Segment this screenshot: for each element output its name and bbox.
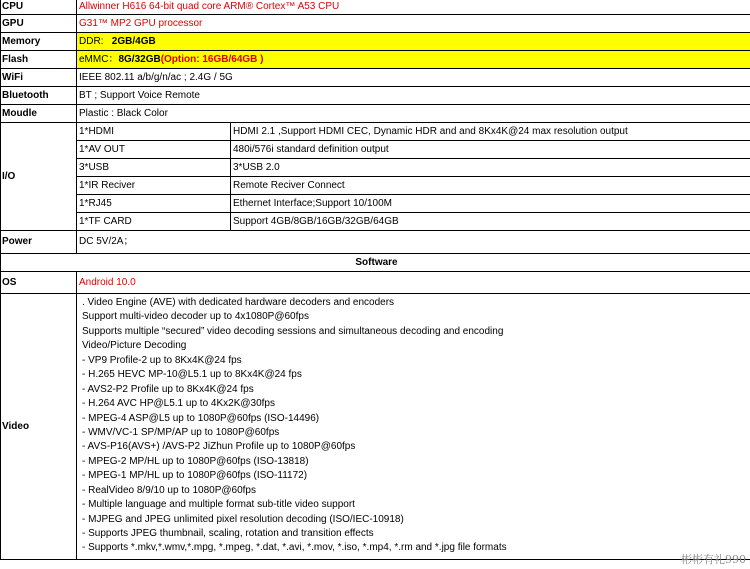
io-desc: Support 4GB/8GB/16GB/32GB/64GB [231,213,750,231]
memory-label: Memory [1,33,77,51]
row-gpu [1,15,750,33]
flash-option: (Option: 16GB/64GB ) [160,53,264,65]
moudle-label: Moudle [1,105,77,123]
bluetooth-value: BT ; Support Voice Remote [77,87,750,105]
io-port: 1*RJ45 [77,195,231,213]
video-line: - MPEG-2 MP/HL up to 1080P@60fps (ISO-13818) [82,455,309,467]
video-line: - MJPEG and JPEG unlimited pixel resolution decoding (ISO/IEC-10918) [82,513,404,525]
flash-label: Flash [1,51,77,69]
power-label: Power [1,231,77,254]
video-line: - MPEG-4 ASP@L5 up to 1080P@60fps (ISO-14496) [82,412,320,424]
software-header: Software [1,254,750,272]
video-line: - AVS2-P2 Profile up to 8Kx4K@24 fps [82,383,254,395]
row-bluetooth [1,87,750,105]
flash-value [77,51,750,69]
wifi-value: IEEE 802.11 a/b/g/n/ac ; 2.4G / 5G [77,69,750,87]
video-line: - H.265 HEVC MP-10@L5.1 up to 8Kx4K@24 fps [82,369,302,381]
row-moudle [1,105,750,123]
io-label: I/O [1,123,77,231]
video-line: Video/Picture Decoding [82,340,187,352]
flash-size: 8G/32GB [118,53,161,65]
io-port: 1*IR Reciver [77,177,231,195]
io-desc: HDMI 2.1 ,Support HDMI CEC, Dynamic HDR and and 8Kx4K@24 max resolution output [231,123,750,141]
video-line: - VP9 Profile-2 up to 8Kx4K@24 fps [82,354,242,366]
video-line: - Supports JPEG thumbnail, scaling, rotation and transition effects [82,528,374,539]
video-line: Supports multiple “secured” video decoding sessions and simultaneous decoding and encoding [82,325,504,337]
io-port: 1*HDMI [77,123,231,141]
os-label: OS [1,272,77,294]
row-video [1,294,750,560]
row-power [1,231,750,254]
video-label: Video [1,294,77,560]
row-flash [1,51,750,69]
memory-prefix: DDR: [79,35,104,47]
wifi-label: WiFi [1,69,77,87]
io-desc: 480i/576i standard definition output [231,141,750,159]
io-port: 3*USB [77,159,231,177]
video-line: - WMV/VC-1 SP/MP/AP up to 1080P@60fps [82,426,280,438]
row-wifi [1,69,750,87]
video-line: Support multi-video decoder up to 4x1080P@60fps [82,311,309,323]
cpu-value: Allwinner H616 64-bit quad core ARM® Cortex™ A53 CPU [77,0,750,15]
video-line: - AVS-P16(AVS+) /AVS-P2 JiZhun Profile up to 1080P@60fps [82,441,356,453]
io-desc: 3*USB 2.0 [231,159,750,177]
row-memory [1,33,750,51]
row-io [1,141,750,159]
gpu-label: GPU [1,15,77,33]
row-cpu [1,0,750,15]
io-port: 1*TF CARD [77,213,231,231]
row-software-header [1,254,750,272]
power-value: DC 5V/2A； [77,231,750,254]
flash-prefix: eMMC： [79,53,119,65]
os-value: Android 10.0 [77,272,750,294]
watermark: 彬彬有礼990 [681,553,746,566]
gpu-value: G31™ MP2 GPU processor [77,15,750,33]
video-line: - Multiple language and multiple format sub-title video support [82,499,355,511]
row-io [1,177,750,195]
video-line: - H.264 AVC HP@L5.1 up to 4Kx2K@30fps [82,398,275,410]
row-os [1,272,750,294]
row-io [1,159,750,177]
video-line: - Supports *.mkv,*.wmv,*.mpg, *.mpeg, *.dat, *.avi, *.mov, *.iso, *.mp4, *.rm and *.jpg file formats [82,542,507,554]
video-line: - RealVideo 8/9/10 up to 1080P@60fps [82,484,256,496]
io-desc: Remote Reciver Connect [231,177,750,195]
bluetooth-label: Bluetooth [1,87,77,105]
io-port: 1*AV OUT [77,141,231,159]
video-line: . Video Engine (AVE) with dedicated hardware decoders and encoders [82,297,395,308]
memory-value [77,33,750,51]
memory-size: 2GB/4GB [111,35,156,47]
row-io [1,123,750,141]
video-lines [77,294,750,560]
row-io [1,195,750,213]
row-io [1,213,750,231]
cpu-label: CPU [1,0,77,15]
io-desc: Ethernet Interface;Support 10/100M [231,195,750,213]
video-line: - MPEG-1 MP/HL up to 1080P@60fps (ISO-11172) [82,470,308,482]
moudle-value: Plastic : Black Color [77,105,750,123]
